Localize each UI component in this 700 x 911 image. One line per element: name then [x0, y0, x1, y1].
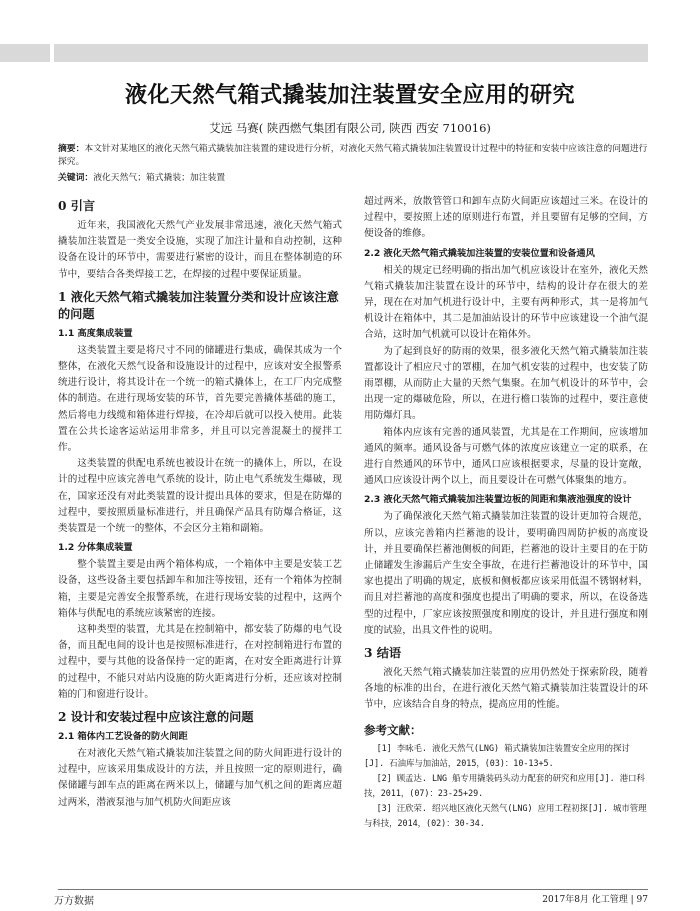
paragraph: 箱体内应该有完善的通风装置，尤其是在工作期间，应该增加通风的频率。通风设备与可燃气体的浓度应该建立一定的联系，在进行自然通风的环节中，通风口应该根据要求，尽量的设计宽敞，通风口应该设计两个以上，而且要设计在可燃气体聚集的地方。 [364, 426, 648, 487]
section-3-heading: 3 结语 [364, 646, 402, 661]
header-bar-left [0, 44, 50, 62]
reference-item: [2] 顾孟达. LNG 船专用撬装码头动力配套的研究和应用[J]. 港口科技，2011，(07)：23-25+29. [364, 772, 645, 798]
section-1-heading: 1 液化天然气箱式撬装加注装置分类和设计应该注意的问题 [58, 289, 339, 321]
references-heading: 参考文献： [364, 722, 422, 737]
paragraph: 整个装置主要是由两个箱体构成，一个箱体中主要是安装工艺设备，这些设备主要包括卸车和加注等按钮，还有一个箱体为控制箱，主要是完善安全报警系统，在进行现场安装的过程中，这两个箱体与供配电的系统应该紧密的连接。 [58, 559, 342, 619]
keywords-label: 关键词： [58, 173, 94, 183]
section-2-1-heading: 2.1 箱体内工艺设备的防火间距 [58, 731, 188, 743]
section-2-3-heading: 2.3 液化天然气箱式撬装加注装置边板的间距和集液池强度的设计 [364, 494, 632, 506]
section-0-heading: 0 引言 [58, 199, 96, 213]
paragraph: 这种类型的装置，尤其是在控制箱中，都安装了防爆的电气设备，而且配电间的设计也是按照标准进行，在对控制箱进行布置的过程中，要与其他的设备保持一定的距离，在对安全距离进行计算的过程中，不能只对站内设施的防火距离进行分析，还应该对控制箱的门和窗进行设计。 [58, 624, 342, 700]
right-column [364, 194, 648, 831]
section-1-1-heading: 1.1 高度集成装置 [58, 327, 133, 339]
paragraph: 这类装置主要是将尺寸不同的储罐进行集成，确保其成为一个整体，在液化天然气设备和设施设计的过程中，应该对安全报警系统进行设计，将其设计在一个统一的箱式撬体上，在工厂内完成整体的制造。在进行现场安装的环节，首先要完善撬体基础的施工，然后将电力线缆和箱体进行焊接，在冷却后就可以投入使用。此装置在公共长途客运站运用非常多，并且可以完善混凝土的搅拌工作。 [58, 344, 342, 454]
reference-item: [3] 汪欣荣. 绍兴地区液化天然气(LNG) 应用工程初探[J]. 城市管理与科技，2014，(02)：30-34. [364, 802, 647, 828]
keywords-text: 液化天然气；箱式撬装；加注装置 [93, 173, 226, 183]
paragraph: 在对液化天然气箱式撬装加注装置之间的防火间距进行设计的过程中，应该采用集成设计的方法，并且按照一定的原则进行，确保储罐与卸车点的距离在两米以上，储罐与加气机之间的距离应超过两米，潜液泵池与加气机防火间距应该 [58, 748, 342, 808]
section-1-2-heading: 1.2 分体集成装置 [58, 542, 133, 554]
reference-item: [1] 李咏毛. 液化天然气(LNG) 箱式撬装加注装置安全应用的探讨[J]. 石油库与加油站，2015，(03)：10-13+5. [364, 742, 630, 768]
abstract-label: 摘要： [58, 144, 85, 154]
page-title: 液化天然气箱式撬装加注装置安全应用的研究 [124, 83, 575, 108]
paragraph: 为了确保液化天然气箱式撬装加注装置的设计更加符合规范，所以，应该完善箱内拦蓄池的设计，要明确四周防护板的高度设计，并且要确保拦蓄池侧板的间距，拦蓄池的设计主要目的在于防止储罐发生渗漏后产生安全事故，在进行拦蓄池设计的环节中，国家也提出了明确的规定，底板和侧板都应该采用低温不锈钢材料，而且对拦蓄池的高度和强度也提出了明确的要求，所以，在设备选型的过程中，厂家应该按照强度和刚度的设计，并且进行强度和刚度的试验，出具文件性的说明。 [364, 511, 648, 636]
footer-divider [58, 889, 648, 890]
abstract [58, 143, 648, 169]
paragraph: 这类装置的供配电系统也被设计在统一的撬体上，所以，在设计的过程中应该完善电气系统的设计，防止电气系统发生爆破，现在，国家还没有对此类装置的设计提出具体的要求，但是在防爆的过程中，要按照质量标准进行，并且确保产品具有防爆合格证，这类装置是一个统一的整体，不会区分主箱和副箱。 [58, 458, 342, 535]
abstract-text: 本文针对某地区的液化天然气箱式撬装加注装置的建设进行分析，对液化天然气箱式撬装加注装置设计过程中的特征和安装中应该注意的问题进行探究。 [58, 144, 648, 167]
footer-source: 万方数据 [54, 896, 94, 907]
paragraph: 相关的规定已经明确的指出加气机应该设计在室外，液化天然气箱式撬装加注装置在设计的环节中，结构的设计存在很大的差异，现在在对加气机进行设计中，主要有两种形式，其一是将加气机设计在箱体中，其二是加油站设计的环节中应该建设一个油气混合站，这时加气机就可以设计在箱体外。 [364, 264, 648, 341]
section-2-2-heading: 2.2 液化天然气箱式撬装加注装置的安装位置和设备通风 [364, 247, 595, 259]
header-bar [54, 44, 648, 62]
footer-page-info: 2017年8月 化工管理 | 97 [542, 895, 648, 905]
keywords [58, 172, 648, 185]
paragraph: 液化天然气箱式撬装加注装置的应用仍然处于探索阶段，随着各地的标准的出台，在进行液化天然气箱式撬装加注装置设计的环节中，应该结合自身的特点，提高应用的性能。 [364, 667, 648, 711]
section-2-heading: 2 设计和安装过程中应该注意的问题 [58, 710, 254, 725]
paragraph: 近年来，我国液化天然气产业发展非常迅速，液化天然气箱式撬装加注装置是一类安全设施，实现了加注计量和自动控制，这种设备在设计的环节中，需要进行紧密的设计，而且在整体制造的环节中，要结合各类焊接工艺，在焊接的过程中要保证质量。 [58, 220, 342, 280]
authors: 艾远 马赛( 陕西燃气集团有限公司, 陕西 西安 710016) [209, 121, 491, 135]
paragraph: 为了起到良好的防雨的效果，很多液化天然气箱式撬装加注装置都设计了相应尺寸的罩棚，在加气机安装的过程中，也安装了防雨罩棚，从而防止大量的天然气集聚。在加气机设计的环节中，会出现一定的爆破危险，所以，在进行檐口装饰的过程中，要注意使用防爆灯具。 [364, 345, 648, 422]
paragraph: 超过两米，放散管管口和卸车点防火间距应该超过三米。在设计的过程中，要按照上述的原则进行布置，并且要留有足够的空间，方便设备的维修。 [364, 196, 648, 240]
left-column [58, 192, 342, 811]
